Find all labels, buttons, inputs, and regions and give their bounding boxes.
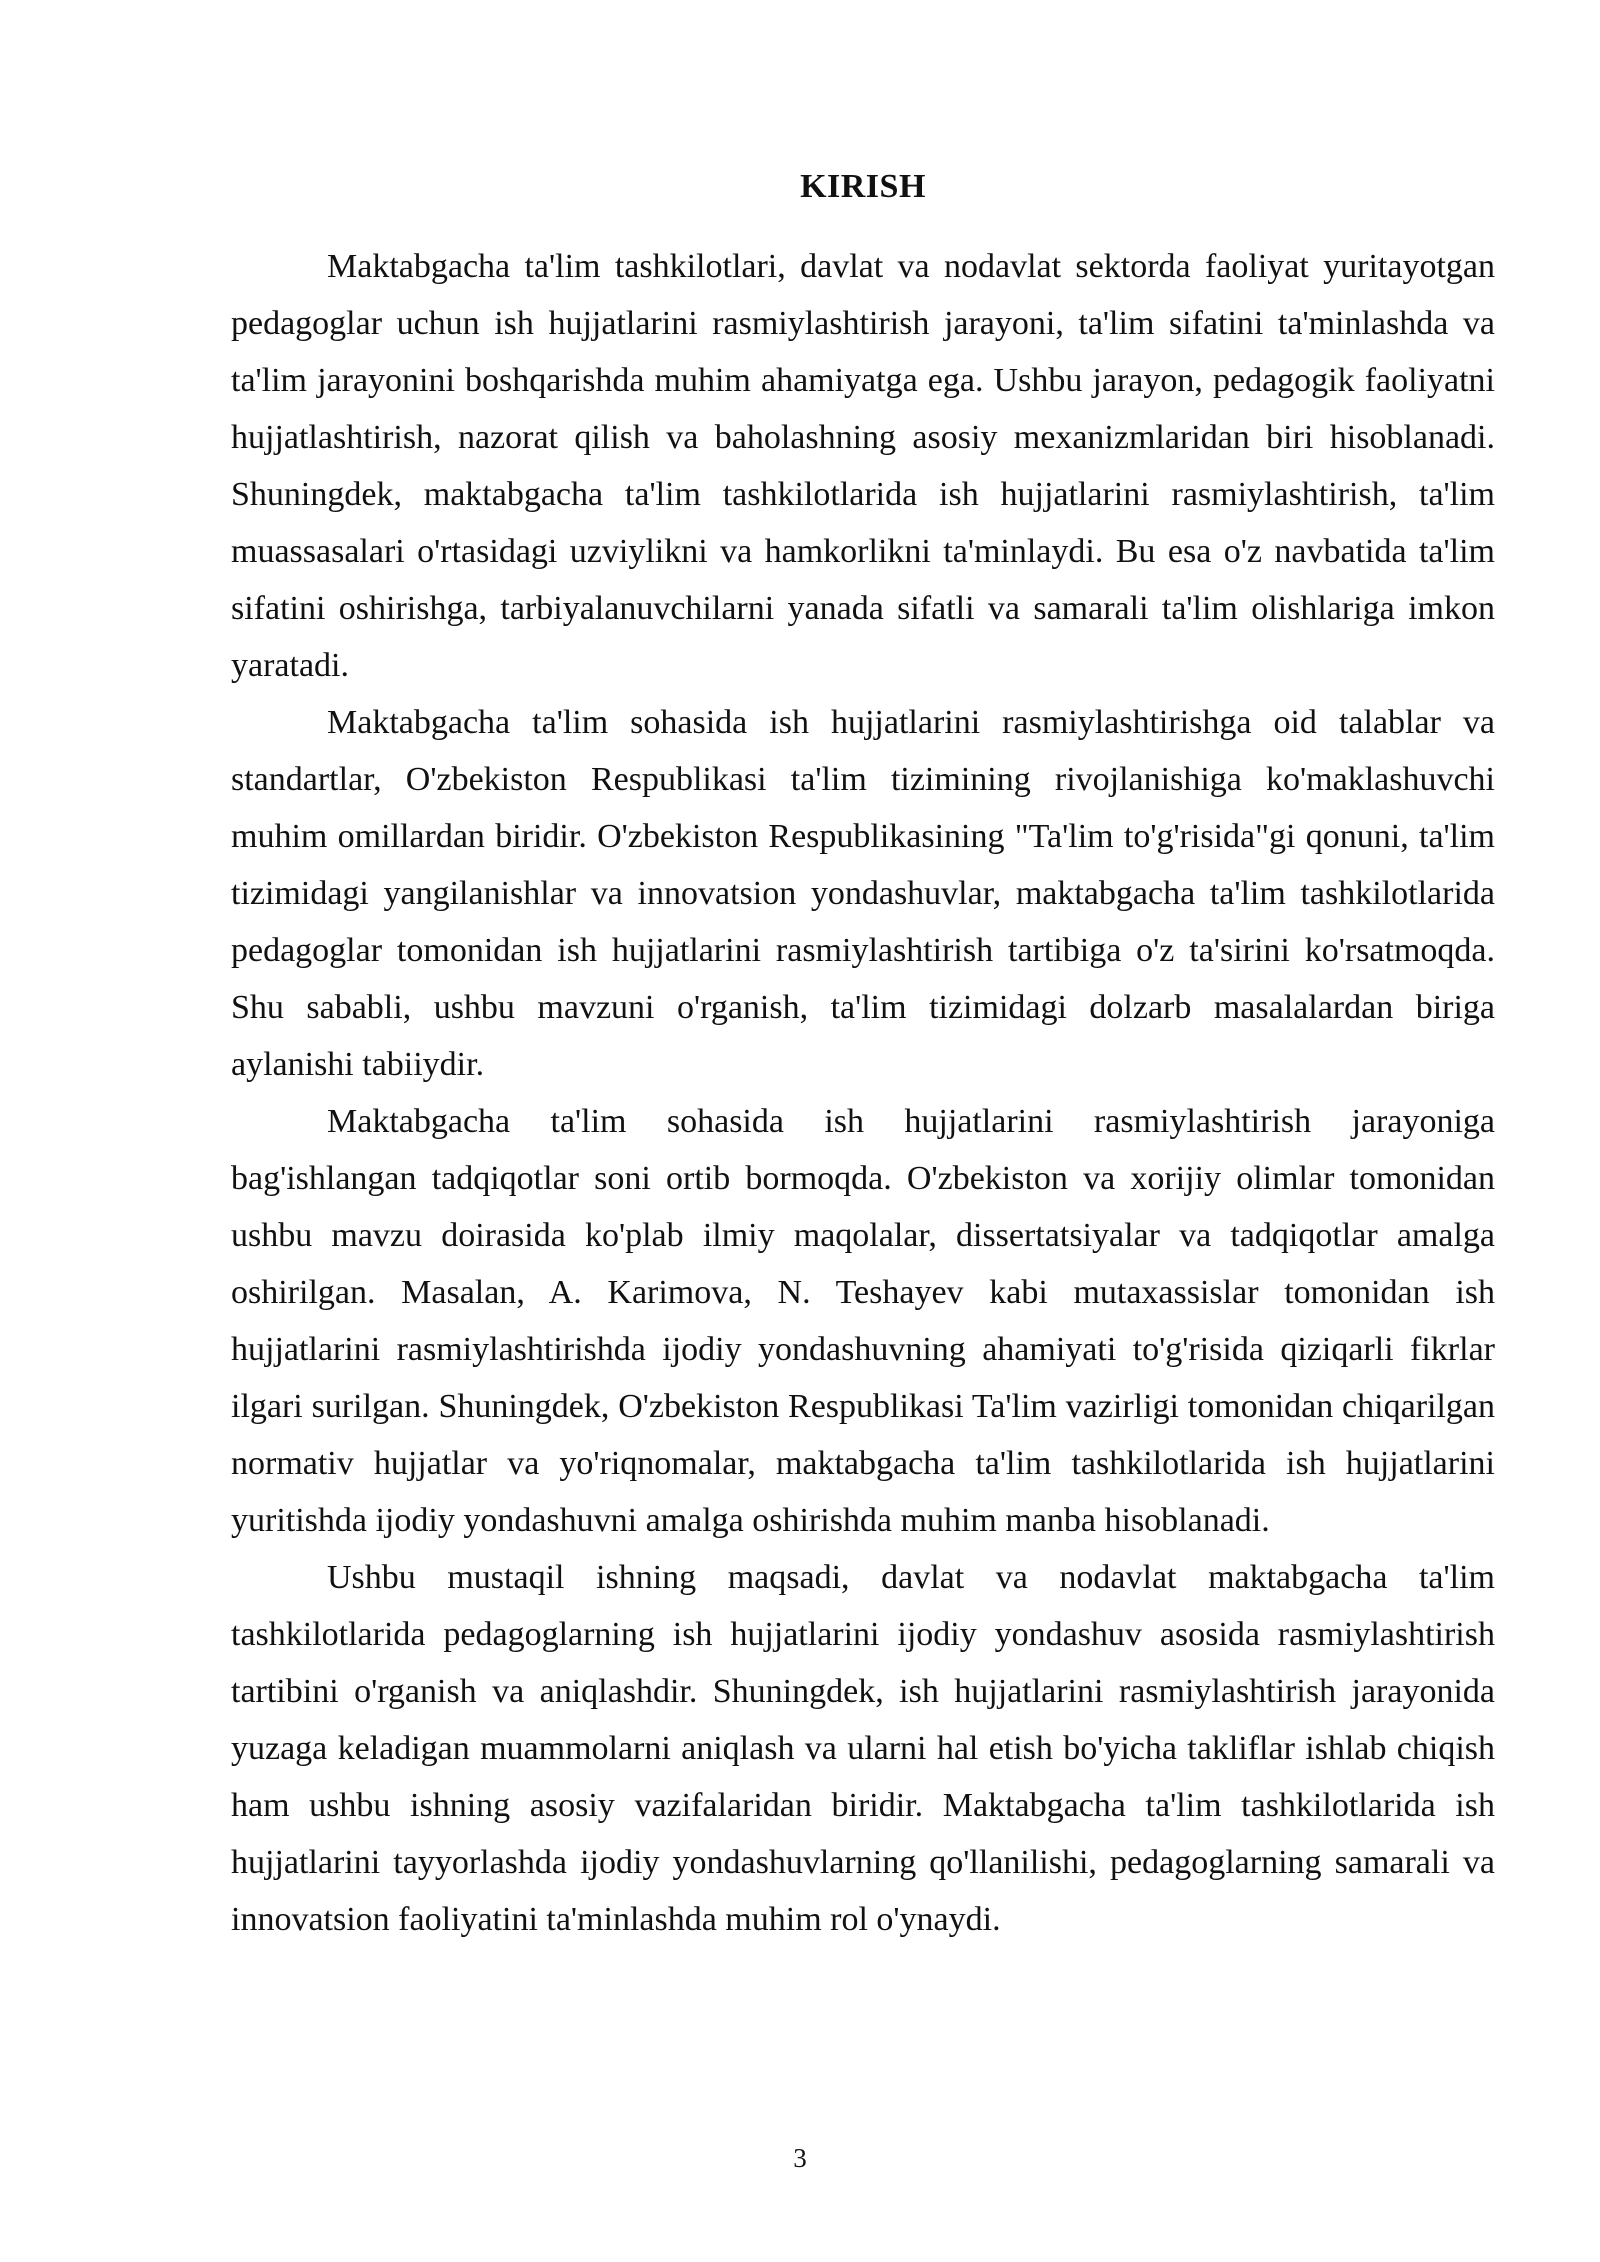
paragraph-3: Maktabgacha ta'lim sohasida ish hujjatlarini rasmiylashtirish jarayoniga bag'ishlangan tadqiqotlar soni ortib bormoqda. O'zbekiston va xorijiy olimlar tomonidan ushbu mavzu doirasida ko'plab ilmiy maqolalar, dissertatsiyalar va tadqiqotlar amalga oshirilgan. Masalan, A. Karimova, N. Teshayev kabi mutaxassislar tomonidan ish hujjatlarini rasmiylashtirishda ijodiy yondashuvning ahamiyati to'g'risida qiziqarli fikrlar ilgari surilgan. Shuningdek, O'zbekiston Respublikasi Ta'lim vazirligi tomonidan chiqarilgan normativ hujjatlar va yo'riqnomalar, maktabgacha ta'lim tashkilotlarida ish hujjatlarini yuritishda ijodiy yondashuvni amalga oshirishda muhim manba hisoblanadi.: [231, 1103, 1495, 1539]
section-title: KIRISH: [800, 168, 926, 205]
paragraph-2: Maktabgacha ta'lim sohasida ish hujjatlarini rasmiylashtirishga oid talablar va standartlar, O'zbekiston Respublikasi ta'lim tizimining rivojlanishiga ko'maklashuvchi muhim omillardan biridir. O'zbekiston Respublikasining "Ta'lim to'g'risida"gi qonuni, ta'lim tizimidagi yangilanishlar va innovatsion yondashuvlar, maktabgacha ta'lim tashkilotlarida pedagoglar tomonidan ish hujjatlarini rasmiylashtirish tartibiga o'z ta'sirini ko'rsatmoqda. Shu sababli, ushbu mavzuni o'rganish, ta'lim tizimidagi dolzarb masalalardan biriga aylanishi tabiiydir.: [231, 704, 1495, 1083]
page-content: [231, 158, 1495, 1948]
paragraph-4: Ushbu mustaqil ishning maqsadi, davlat va nodavlat maktabgacha ta'lim tashkilotlarida pedagoglarning ish hujjatlarini ijodiy yondashuv asosida rasmiylashtirish tartibini o'rganish va aniqlashdir. Shuningdek, ish hujjatlarini rasmiylashtirish jarayonida yuzaga keladigan muammolarni aniqlash va ularni hal etish bo'yicha takliflar ishlab chiqish ham ushbu ishning asosiy vazifalaridan biridir. Maktabgacha ta'lim tashkilotlarida ish hujjatlarini tayyorlashda ijodiy yondashuvlarning qo'llanilishi, pedagoglarning samarali va innovatsion faoliyatini ta'minlashda muhim rol o'ynaydi.: [231, 1559, 1495, 1938]
paragraph-1: Maktabgacha ta'lim tashkilotlari, davlat va nodavlat sektorda faoliyat yuritayotgan pedagoglar uchun ish hujjatlarini rasmiylashtirish jarayoni, ta'lim sifatini ta'minlashda va ta'lim jarayonini boshqarishda muhim ahamiyatga ega. Ushbu jarayon, pedagogik faoliyatni hujjatlashtirish, nazorat qilish va baholashning asosiy mexanizmlaridan biri hisoblanadi. Shuningdek, maktabgacha ta'lim tashkilotlarida ish hujjatlarini rasmiylashtirish, ta'lim muassasalari o'rtasidagi uzviylikni va hamkorlikni ta'minlaydi. Bu esa o'z navbatida ta'lim sifatini oshirishga, tarbiyalanuvchilarni yanada sifatli va samarali ta'lim olishlariga imkon yaratadi.: [231, 248, 1495, 684]
page-number: 3: [793, 2143, 807, 2173]
